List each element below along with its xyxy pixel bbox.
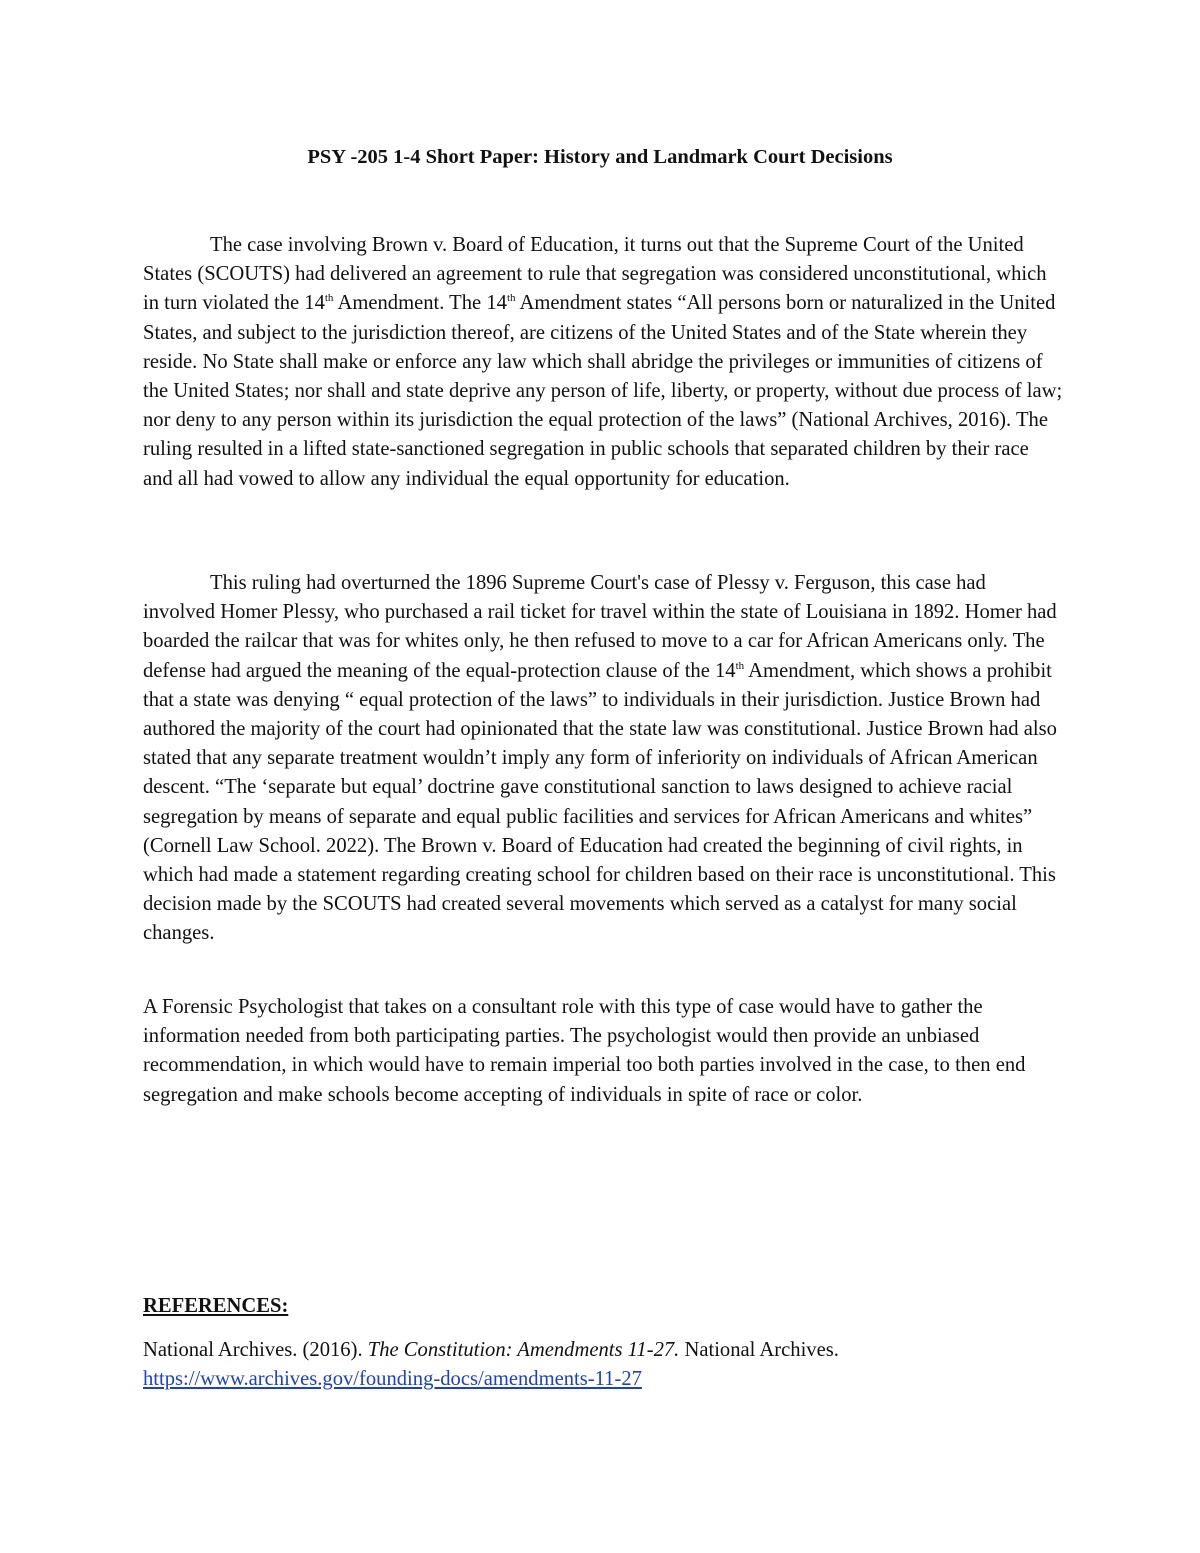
paragraph-2-text-b: Amendment, which shows a prohibit that a state was denying “ equal protection of the laws” to individuals in their jurisdiction. Justice Brown had authored the majority of the court had opinionated that the state law was constitutional. Justice Brown had also stated that any separate treatment wouldn’t imply any form of inferiority on individuals of African American descent. “The ‘separate but equal’ doctrine gave constitutional sanction to laws designed to achieve racial segregation by means of separate and equal public facilities and services for African Americans and whites” (Cornell Law School. 2022). The Brown v. Board of Education had created the beginning of civil rights, in which had made a statement regarding creating school for children based on their race is unconstitutional. This decision made by the SCOUTS had created several movements which served as a catalyst for many social changes.: [143, 659, 1057, 945]
paragraph-1-text-a: The case involving Brown v. Board of Education, it turns out that the Supreme Court of the United States (SCOUTS) had delivered an agreement to rule that segregation was considered unconstitutional, which in turn violated the 14: [143, 234, 1047, 315]
superscript-th: th: [324, 292, 334, 305]
references-heading: REFERENCES:: [143, 1295, 289, 1317]
superscript-th: th: [506, 292, 516, 305]
reference-title: The Constitution: Amendments 11-27.: [367, 1339, 680, 1361]
paragraph-3: A Forensic Psychologist that takes on a consultant role with this type of case would have to gather the information needed from both participating parties. The psychologist would then provide an unbiased recommendation, in which would have to remain imperial too both parties involved in the case, to then end segregation and make schools become accepting of individuals in spite of race or color.: [143, 996, 1026, 1106]
paragraph-2: [143, 569, 1063, 949]
paper-title: PSY -205 1-4 Short Paper: History and Landmark Court Decisions: [307, 146, 893, 168]
reference-publisher: National Archives.: [679, 1339, 839, 1361]
paragraph-1-text-b: Amendment. The 14: [333, 292, 507, 315]
reference-entry: [143, 1336, 1063, 1394]
paragraph-1-text-c: Amendment states “All persons born or naturalized in the United States, and subject to the jurisdiction thereof, are citizens of the United States and of the State wherein they reside. No State shall make or enforce any law which shall abridge the privileges or immunities of citizens of the United States; nor shall and state deprive any person of life, liberty, or property, without due process of law; nor deny to any person within its jurisdiction the equal protection of the laws” (National Archives, 2016). The ruling resulted in a lifted state-sanctioned segregation in public schools that separated children by their race and all had vowed to allow any individual the equal opportunity for education.: [143, 292, 1063, 490]
reference-link[interactable]: https://www.archives.gov/founding-docs/amendments-11-27: [143, 1368, 642, 1390]
paragraph-2-text-a: This ruling had overturned the 1896 Supreme Court's case of Plessy v. Ferguson, this case had involved Homer Plessy, who purchased a rail ticket for travel within the state of Louisiana in 1892. Homer had boarded the railcar that was for whites only, he then refused to move to a car for African Americans only. The defense had argued the meaning of the equal-protection clause of the 14: [143, 572, 1057, 682]
reference-author-year: National Archives. (2016).: [143, 1339, 368, 1361]
superscript-th: th: [735, 659, 745, 672]
paragraph-1: [143, 231, 1063, 494]
